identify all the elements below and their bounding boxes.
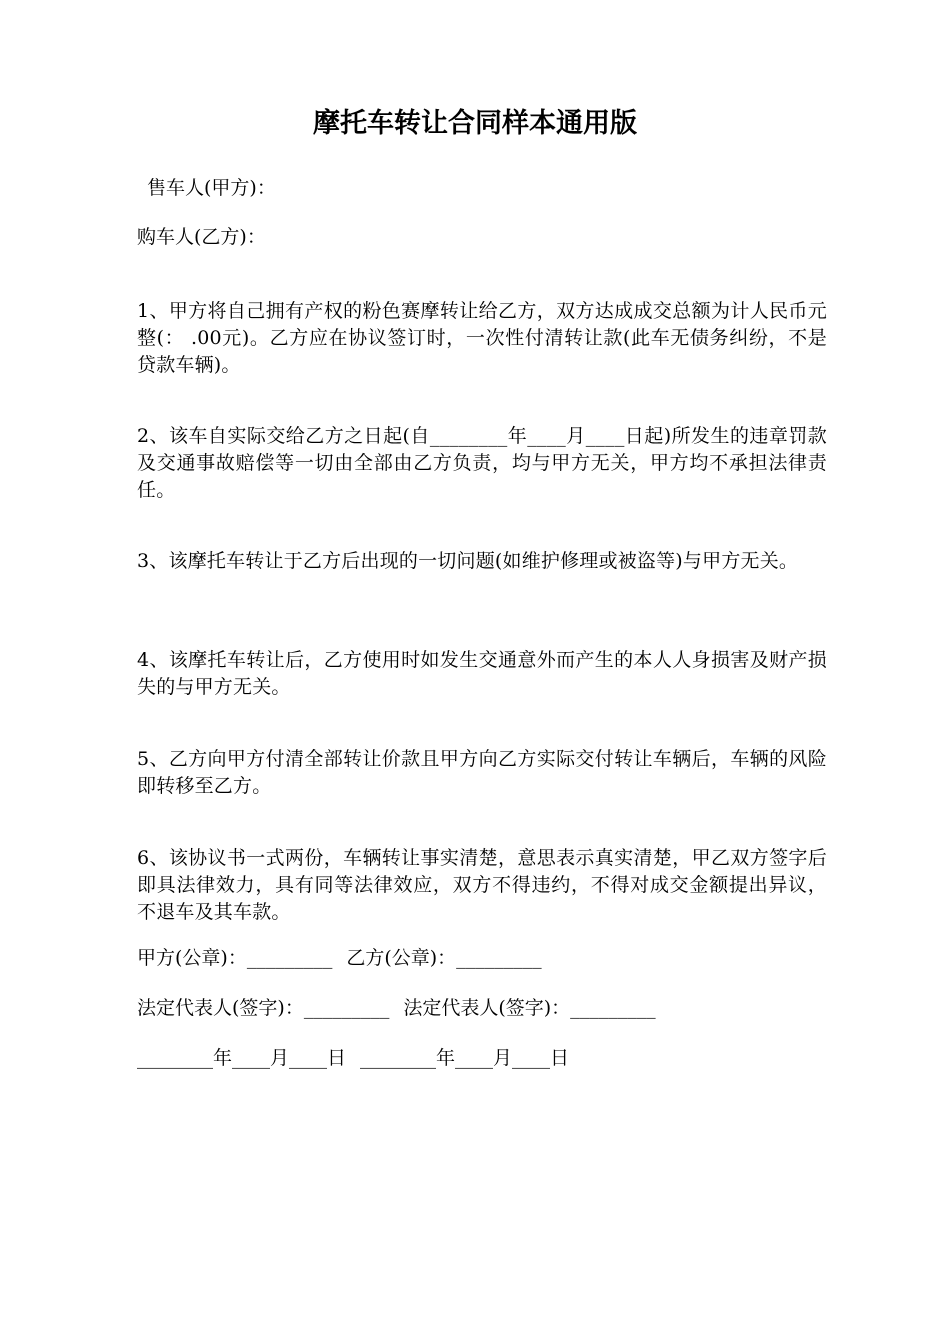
party-a-seal: 甲方(公章)：_________ [137,947,333,969]
clause-2: 2、该车自实际交给乙方之日起(自________年____月____日起)所发生的违章罚款及交通事故赔偿等一切由全部由乙方负责，均与甲方无关，甲方均不承担法律责任。 [137,425,827,501]
seal-row [137,945,837,972]
clause-6: 6、该协议书一式两份，车辆转让事实清楚，意思表示真实清楚，甲乙双方签字后即具法律效力，具有同等法律效应，双方不得违约，不得对成交金额提出异议，不退车及其车款。 [137,847,827,923]
document-title: 摩托车转让合同样本通用版 [313,108,637,139]
party-b-date: ________年____月____日 [360,1047,570,1069]
clause-5: 5、乙方向甲方付清全部转让价款且甲方向乙方实际交付转让车辆后，车辆的风险即转移至乙方。 [137,748,827,797]
buyer-label: 购车人(乙方)： [137,226,266,248]
party-a-representative: 法定代表人(签字)：_________ [137,997,390,1019]
party-b-seal: 乙方(公章)：_________ [346,947,542,969]
clause-3: 3、该摩托车转让于乙方后出现的一切问题(如维护修理或被盗等)与甲方无关。 [137,550,799,572]
date-row [137,1045,837,1072]
seller-label: 售车人(甲方)： [147,177,276,199]
clause-4: 4、该摩托车转让后，乙方使用时如发生交通意外而产生的本人人身损害及财产损失的与甲方无关。 [137,649,827,698]
representative-row [137,995,837,1022]
party-b-representative: 法定代表人(签字)：_________ [403,997,656,1019]
party-a-date: ________年____月____日 [137,1047,347,1069]
clause-1: 1、甲方将自己拥有产权的粉色赛摩转让给乙方，双方达成成交总额为计人民币元整(： .00元)。乙方应在协议签订时，一次性付清转让款(此车无债务纠纷，不是贷款车辆)。 [137,300,827,376]
